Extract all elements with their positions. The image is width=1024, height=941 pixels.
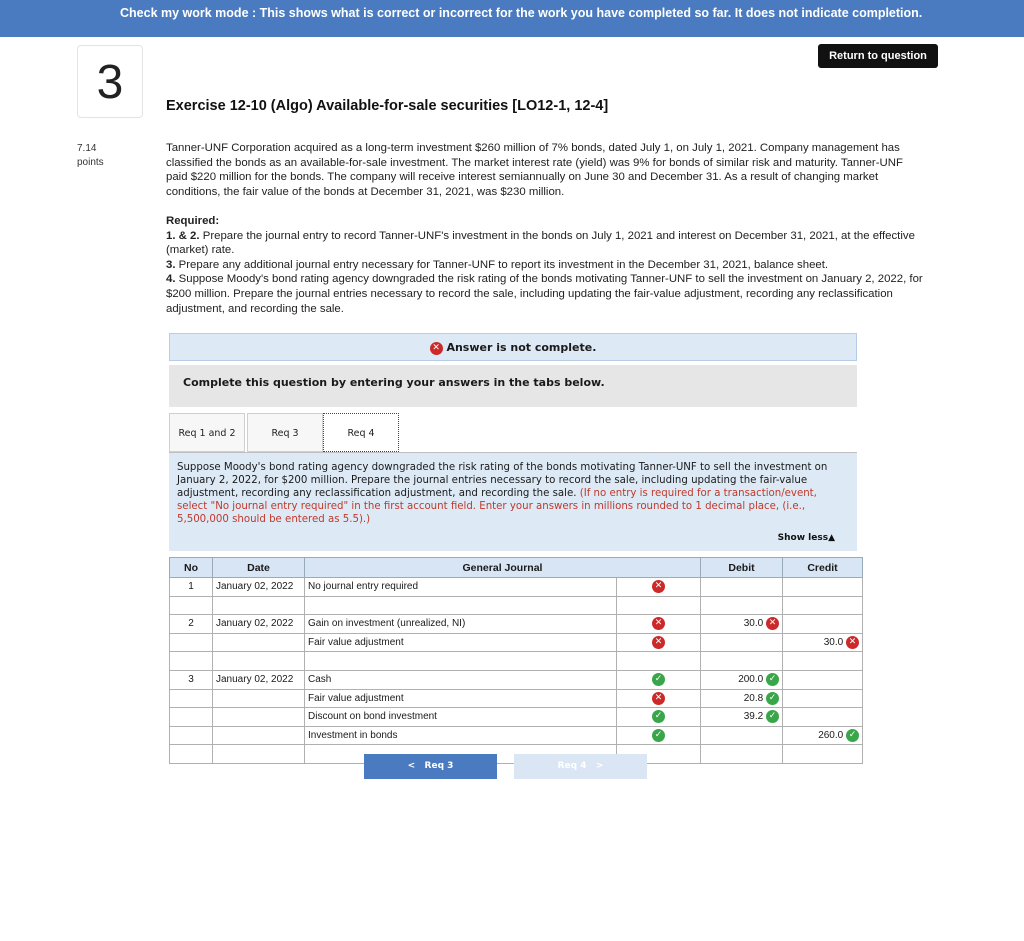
account-field[interactable]: Fair value adjustment	[305, 633, 617, 652]
credit-field[interactable]	[783, 578, 863, 597]
entry-date[interactable]	[213, 726, 305, 745]
account-field[interactable]: Gain on investment (unrealized, NI)	[305, 615, 617, 634]
tab-req-1-and-2[interactable]: Req 1 and 2	[169, 413, 245, 452]
next-req-button[interactable]: Req 4 >	[514, 754, 647, 779]
points-label: points	[77, 157, 104, 168]
credit-field[interactable]: 30.0 ✕	[783, 633, 863, 652]
credit-field[interactable]	[783, 689, 863, 708]
entry-date[interactable]	[213, 708, 305, 727]
points-info	[77, 142, 104, 170]
table-row	[170, 726, 863, 745]
table-row	[170, 633, 863, 652]
account-status	[617, 726, 701, 745]
req4-instructions	[169, 453, 857, 551]
points-value: 7.14	[77, 143, 97, 154]
account-field[interactable]: Discount on bond investment	[305, 708, 617, 727]
account-status	[617, 708, 701, 727]
debit-field[interactable]	[701, 578, 783, 597]
prev-req-button[interactable]: < Req 3	[364, 754, 497, 779]
header-debit: Debit	[701, 558, 783, 578]
incorrect-icon: ✕	[766, 617, 779, 630]
credit-field[interactable]	[783, 670, 863, 689]
incorrect-icon: ✕	[652, 617, 665, 630]
header-credit: Credit	[783, 558, 863, 578]
required-heading: Required:	[166, 215, 220, 227]
table-row	[170, 578, 863, 597]
show-less-link[interactable]: Show less▲	[777, 533, 835, 543]
account-field[interactable]: Cash	[305, 670, 617, 689]
header-general-journal: General Journal	[305, 558, 701, 578]
table-row	[170, 708, 863, 727]
incorrect-icon: ✕	[846, 636, 859, 649]
entry-date[interactable]: January 02, 2022	[213, 615, 305, 634]
credit-field[interactable]	[783, 708, 863, 727]
correct-icon: ✓	[846, 729, 859, 742]
account-field[interactable]: No journal entry required	[305, 578, 617, 597]
correct-icon: ✓	[652, 729, 665, 742]
incorrect-icon: ✕	[652, 692, 665, 705]
correct-icon: ✓	[766, 692, 779, 705]
prev-req-label: Req 3	[424, 761, 454, 771]
table-row	[170, 615, 863, 634]
question-number: 3	[77, 45, 143, 118]
entry-number: 3	[170, 670, 213, 689]
return-to-question-button[interactable]: Return to question	[818, 44, 938, 68]
entry-number	[170, 633, 213, 652]
required-item-1: 1. & 2. Prepare the journal entry to record Tanner-UNF's investment in the bonds on July 1, 2021 and interest on December 31, 2021, at the effective (market) rate.	[166, 229, 915, 257]
incorrect-icon: ✕	[652, 580, 665, 593]
journal-table	[169, 557, 863, 764]
account-status	[617, 689, 701, 708]
entry-number: 2	[170, 615, 213, 634]
required-item-3: 3. Prepare any additional journal entry necessary for Tanner-UNF to report its investment in the December 31, 2021, balance sheet.	[166, 258, 829, 271]
problem-text: Tanner-UNF Corporation acquired as a long-term investment $260 million of 7% bonds, dated July 1, on July 1, 2021. Company management has classified the bonds as an available-for-sale investment. The market interest rate (yield) was 9% for bonds of similar risk and maturity. Tanner-UNF paid $220 million for the bonds. The company will receive interest semiannually on June 30 and December 31. As a result of changing market conditions, the fair value of the bonds at December 31, 2021, was $230 million.	[166, 142, 903, 198]
next-req-label: Req 4	[557, 761, 587, 771]
answer-status-box	[169, 333, 857, 361]
account-status	[617, 578, 701, 597]
debit-field[interactable]: 200.0 ✓	[701, 670, 783, 689]
credit-field[interactable]: 260.0 ✓	[783, 726, 863, 745]
correct-icon: ✓	[652, 710, 665, 723]
incorrect-icon: ✕	[652, 636, 665, 649]
account-status	[617, 670, 701, 689]
exercise-title: Exercise 12-10 (Algo) Available-for-sale securities [LO12-1, 12-4]	[166, 98, 609, 114]
account-field[interactable]: Fair value adjustment	[305, 689, 617, 708]
debit-field[interactable]: 30.0 ✕	[701, 615, 783, 634]
credit-field[interactable]	[783, 615, 863, 634]
entry-number	[170, 726, 213, 745]
answer-status-text: Answer is not complete.	[446, 341, 597, 354]
debit-field[interactable]	[701, 726, 783, 745]
debit-field[interactable]	[701, 633, 783, 652]
table-spacer-row	[170, 652, 863, 671]
entry-number	[170, 689, 213, 708]
instruction-note: (If no entry is required for a transaction/event, select "No journal entry required" in the first account field. Enter your answers in millions rounded to 1 decimal place, (i.e., 5,500,000 should be entered as 5.5).)	[177, 488, 817, 525]
complete-instruction: Complete this question by entering your answers in the tabs below.	[169, 365, 857, 407]
account-status	[617, 615, 701, 634]
entry-date[interactable]: January 02, 2022	[213, 578, 305, 597]
instruction-text: Suppose Moody's bond rating agency downgraded the risk rating of the bonds motivating Tanner-UNF to sell the investment on January 2, 2022, for $200 million. Prepare the journal entries necessary to record the sale, including updating the fair-value adjustment, recording any reclassification adjustment, and recording the sale.	[177, 462, 828, 499]
table-row	[170, 670, 863, 689]
entry-number: 1	[170, 578, 213, 597]
header-date: Date	[213, 558, 305, 578]
entry-date[interactable]	[213, 689, 305, 708]
tab-req-4[interactable]: Req 4	[323, 413, 399, 452]
correct-icon: ✓	[766, 673, 779, 686]
entry-number	[170, 708, 213, 727]
check-work-banner: Check my work mode : This shows what is correct or incorrect for the work you have completed so far. It does not indicate completion.	[0, 0, 1024, 37]
table-row	[170, 689, 863, 708]
debit-field[interactable]: 20.8 ✓	[701, 689, 783, 708]
account-status	[617, 633, 701, 652]
correct-icon: ✓	[766, 710, 779, 723]
tab-req-3[interactable]: Req 3	[247, 413, 323, 452]
entry-date[interactable]: January 02, 2022	[213, 670, 305, 689]
debit-field[interactable]: 39.2 ✓	[701, 708, 783, 727]
error-icon: ✕	[430, 342, 443, 355]
account-field[interactable]: Investment in bonds	[305, 726, 617, 745]
required-section	[166, 214, 926, 316]
header-no: No	[170, 558, 213, 578]
required-item-4: 4. Suppose Moody's bond rating agency downgraded the risk rating of the bonds motivating Tanner-UNF to sell the investment on January 2, 2022, for $200 million. Prepare the journal entries necessary to record the sale, including updating the fair-value adjustment, recording any reclassification adjustment, and recording the sale.	[166, 273, 923, 315]
correct-icon: ✓	[652, 673, 665, 686]
table-spacer-row	[170, 596, 863, 615]
entry-date[interactable]	[213, 633, 305, 652]
